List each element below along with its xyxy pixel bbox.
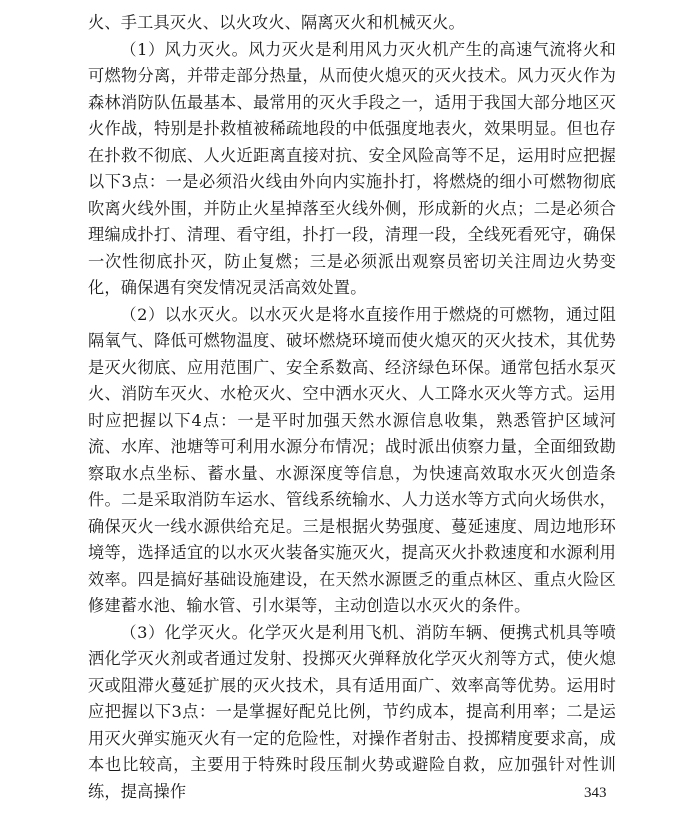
page-number: 343 [584,785,607,801]
paragraph-wind-extinguishing: （1）风力灭火。风力灭火是利用风力灭火机产生的高速气流将火和可燃物分离，并带走部分热量，从而使火熄灭的灭火技术。风力灭火作为森林消防队伍最基本、最常用的灭火手段之一，适用于我国大部分地区灭火作战，特别是扑救植被稀疏地段的中低强度地表火，效果明显。但也存在扑救不彻底、人火近距离直接对抗、安全风险高等不足，运用时应把握以下3点：一是必须沿火线由外向内实施扑打，将燃烧的细小可燃物彻底吹离火线外围，并防止火星掉落至火线外侧，形成新的火点；二是必须合理编成扑打、清理、看守组，扑打一段，清理一段，全线死看死守，确保一次性彻底扑灭，防止复燃；三是必须派出观察员密切关注周边火势变化，确保遇有突发情况灵活高效处置。 [88,39,616,297]
paragraph-chemical-extinguishing: （3）化学灭火。化学灭火是利用飞机、消防车辆、便携式机具等喷洒化学灭火剂或者通过发射、投掷灭火弹释放化学灭火剂等方式，使火熄灭或阻滞火蔓延扩展的灭火技术，具有适用面广、效率高等优势。运用时应把握以下3点：一是掌握好配兑比例，节约成本，提高利用率；二是运用灭火弹实施灭火有一定的危险性，对操作者射击、投掷精度要求高，成本也比较高，主要用于特殊时段压制火势或避险自救，应加强针对性训练，提高操作 [88,622,616,801]
body-text [88,10,616,805]
paragraph-continuation: 火、手工具灭火、以火攻火、隔离灭火和机械灭火。 [88,13,465,32]
paragraph-water-extinguishing: （2）以水灭火。以水灭火是将水直接作用于燃烧的可燃物，通过阻隔氧气、降低可燃物温度、破坏燃烧环境而使火熄灭的灭火技术，其优势是灭火彻底、应用范围广、安全系数高、经济绿色环保。通常包括水泵灭火、消防车灭火、水枪灭火、空中洒水灭火、人工降水灭火等方式。运用时应把握以下4点：一是平时加强天然水源信息收集，熟悉管护区域河流、水库、池塘等可利用水源分布情况；战时派出侦察力量，全面细致勘察取水点坐标、蓄水量、水源深度等信息，为快速高效取水灭火创造条件。二是采取消防车运水、管线系统输水、人力送水等方式向火场供水，确保灭火一线水源供给充足。三是根据火势强度、蔓延速度、周边地形环境等，选择适宜的以水灭火装备实施灭火，提高灭火扑救速度和水源利用效率。四是搞好基础设施建设，在天然水源匮乏的重点林区、重点火险区修建蓄水池、输水管、引水渠等，主动创造以水灭火的条件。 [88,304,616,615]
